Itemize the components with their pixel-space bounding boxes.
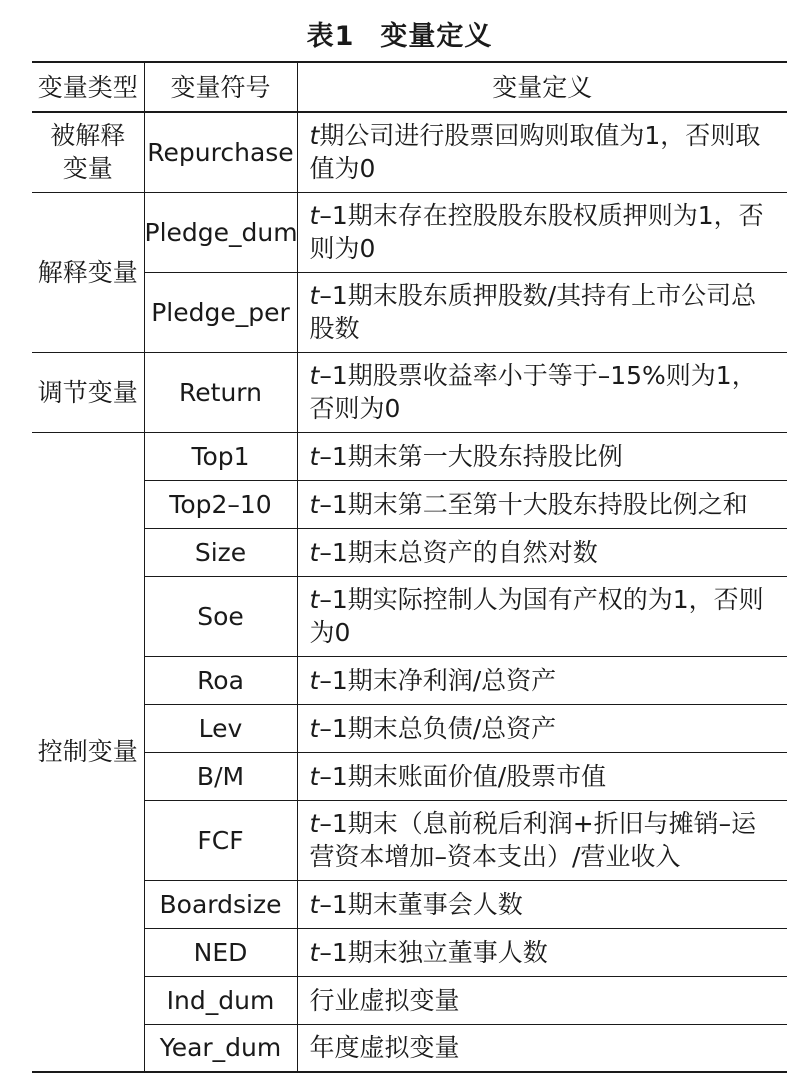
table-row: [32, 480, 787, 528]
symbol-cell: FCF: [144, 800, 297, 880]
table-row: [32, 704, 787, 752]
definition-cell: t–1期末存在控股股东股权质押则为1，否则为0: [297, 192, 787, 272]
table-row: [32, 432, 787, 480]
table-row: [32, 656, 787, 704]
symbol-cell: Soe: [144, 576, 297, 656]
symbol-cell: Pledge_per: [144, 272, 297, 352]
table-row: [32, 800, 787, 880]
symbol-cell: Size: [144, 528, 297, 576]
table-row: [32, 928, 787, 976]
table-row: [32, 272, 787, 352]
table-number: 表1: [306, 21, 355, 52]
group-explanatory: 解释变量: [32, 192, 144, 352]
header-type: 变量类型: [32, 62, 144, 112]
definition-cell: t–1期末净利润/总资产: [297, 656, 787, 704]
definition-cell: t–1期末总资产的自然对数: [297, 528, 787, 576]
symbol-cell: B/M: [144, 752, 297, 800]
definition-cell: t–1期末独立董事人数: [297, 928, 787, 976]
definition-cell: t–1期末总负债/总资产: [297, 704, 787, 752]
table-row: [32, 352, 787, 432]
header-symbol: 变量符号: [144, 62, 297, 112]
table-row: [32, 1024, 787, 1072]
header-definition: 变量定义: [297, 62, 787, 112]
definition-cell: 行业虚拟变量: [297, 976, 787, 1024]
definition-cell: 年度虚拟变量: [297, 1024, 787, 1072]
definition-cell: t–1期末账面价值/股票市值: [297, 752, 787, 800]
table-title-text: 变量定义: [380, 21, 493, 52]
symbol-cell: Return: [144, 352, 297, 432]
symbol-cell: Top1: [144, 432, 297, 480]
symbol-cell: Ind_dum: [144, 976, 297, 1024]
symbol-cell: Year_dum: [144, 1024, 297, 1072]
definition-cell: t–1期末第二至第十大股东持股比例之和: [297, 480, 787, 528]
table-row: [32, 112, 787, 192]
table-title: [0, 14, 799, 53]
variable-definition-table: [32, 61, 787, 1073]
symbol-cell: Repurchase: [144, 112, 297, 192]
symbol-cell: Roa: [144, 656, 297, 704]
definition-cell: t–1期实际控制人为国有产权的为1，否则为0: [297, 576, 787, 656]
table-row: [32, 976, 787, 1024]
table-row: [32, 576, 787, 656]
symbol-cell: Top2–10: [144, 480, 297, 528]
definition-cell: t–1期末股东质押股数/其持有上市公司总股数: [297, 272, 787, 352]
definition-cell: t–1期末（息前税后利润+折旧与摊销–运营资本增加–资本支出）/营业收入: [297, 800, 787, 880]
table-row: [32, 528, 787, 576]
symbol-cell: Lev: [144, 704, 297, 752]
table-row: [32, 880, 787, 928]
symbol-cell: NED: [144, 928, 297, 976]
table-row: [32, 192, 787, 272]
definition-cell: t–1期股票收益率小于等于–15%则为1，否则为0: [297, 352, 787, 432]
definition-cell: t–1期末第一大股东持股比例: [297, 432, 787, 480]
group-moderating: 调节变量: [32, 352, 144, 432]
table-row: [32, 752, 787, 800]
symbol-cell: Boardsize: [144, 880, 297, 928]
symbol-cell: Pledge_dum: [144, 192, 297, 272]
group-dependent: 被解释 变量: [32, 112, 144, 192]
definition-cell: t–1期末董事会人数: [297, 880, 787, 928]
group-control: 控制变量: [32, 432, 144, 1072]
header-row: [32, 62, 787, 112]
definition-cell: t期公司进行股票回购则取值为1，否则取值为0: [309, 121, 761, 184]
